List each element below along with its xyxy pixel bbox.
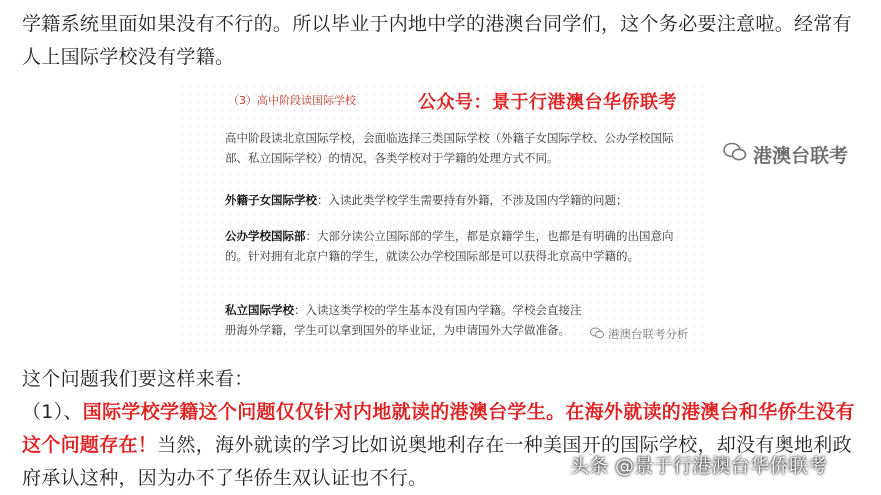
paragraph-point-1: （1）、国际学校学籍这个问题仅仅针对内地就读的港澳台学生。在海外就读的港澳台和华侨生没有这个问题存在！当然，海外就读的学习比如说奥地利存在一种美国开的国际学校，却没有奥地利政府承认这种，因为办不了华侨生双认证也不行。 <box>22 401 855 489</box>
public-account-label: 公众号：景于行港澳台华侨联考 <box>418 92 677 113</box>
wechat-icon <box>590 327 604 342</box>
image-item-3: 私立国际学校：入读这类学校的学生基本没有国内学籍。学校会直接注册海外学籍，学生可以拿到国外的毕业证，为申请国外大学做准备。 <box>225 303 582 337</box>
paragraph-question: 这个问题我们要这样来看： <box>22 368 254 390</box>
image-intro-text: 高中阶段读北京国际学校，会面临选择三类国际学校（外籍子女国际学校、公办学校国际部、私立国际学校）的情况，各类学校对于学籍的处理方式不同。 <box>225 131 674 165</box>
paragraph-intro: 学籍系统里面如果没有不行的。所以毕业于内地中学的港澳台同学们，这个务必要注意啦。经常有人上国际学校没有学籍。 <box>22 13 852 68</box>
highlight-red-text: 国际学校学籍这个问题仅仅针对内地就读的港澳台学生。在海外就读的港澳台和华侨生没有这个问题存在！ <box>22 401 855 456</box>
image-item-2: 公办学校国际部：大部分读公立国际部的学生，都是京籍学生，也都是有明确的出国意向的。针对拥有北京户籍的学生，就读公办学校国际部是可以获得北京高中学籍的。 <box>225 229 674 263</box>
footer-watermark: 头条 @景于行港澳台华侨联考 <box>570 455 828 477</box>
inner-watermark: 港澳台联考分析 <box>590 326 689 342</box>
wechat-icon <box>723 142 747 167</box>
side-watermark: 港澳台联考 <box>723 141 848 168</box>
image-item-1: 外籍子女国际学校：入读此类学校学生需要持有外籍，不涉及国内学籍的问题； <box>225 193 628 207</box>
image-heading: （3）高中阶段读国际学校 <box>228 94 356 107</box>
